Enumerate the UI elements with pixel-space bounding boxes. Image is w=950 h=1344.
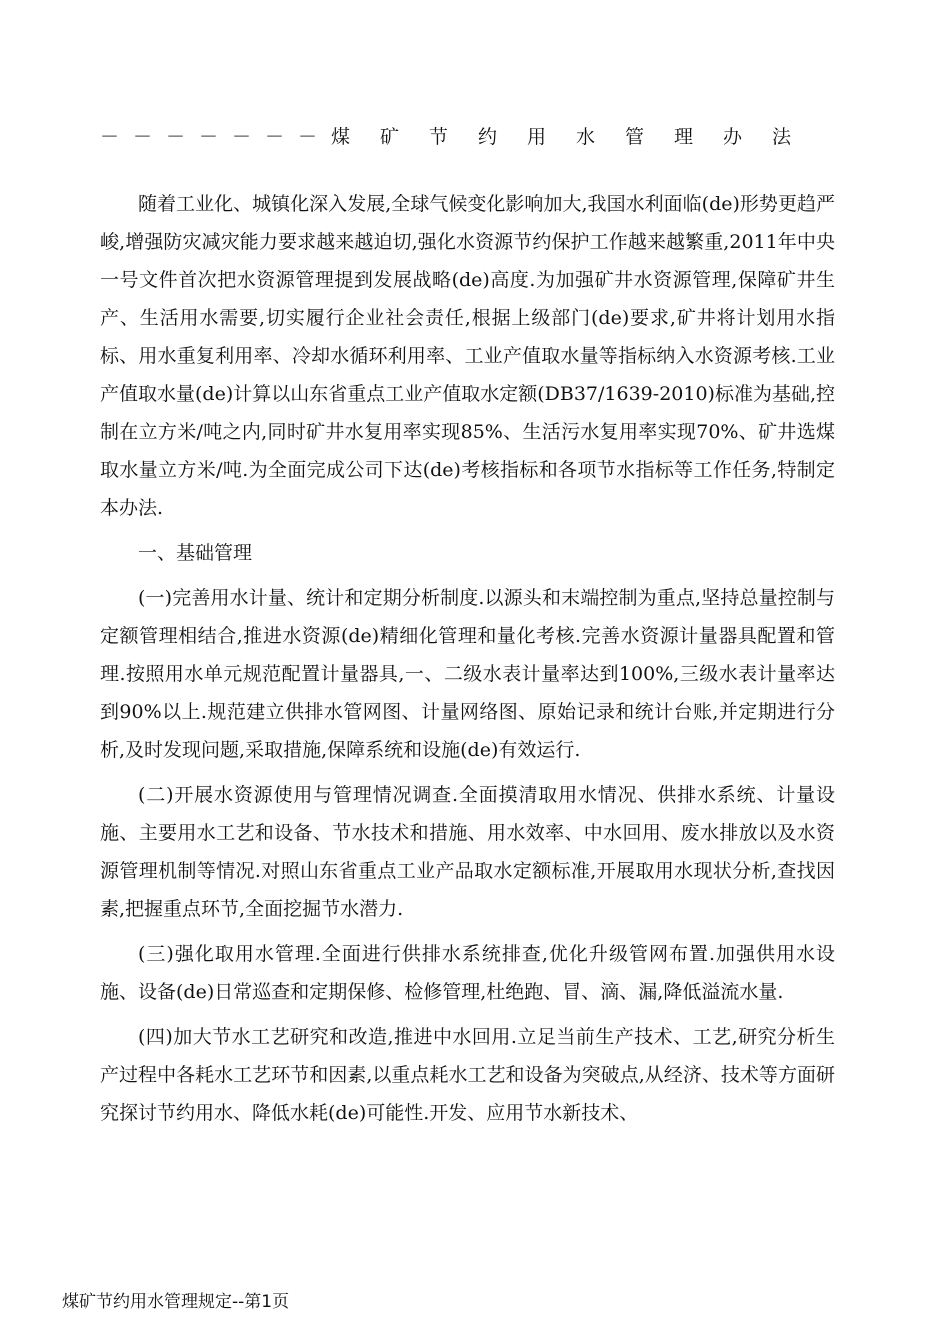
paragraph-item-2: (二)开展水资源使用与管理情况调查.全面摸清取用水情况、供排水系统、计量设施、主要用水工艺和设备、节水技术和措施、用水效率、中水回用、废水排放以及水资源管理机制等情况.对照山东省重点工业产品取水定额标准,开展取用水现状分析,查找因素,把握重点环节,全面挖掘节水潜力.: [100, 784, 835, 920]
page-footer: 煤矿节约用水管理规定--第1页: [62, 1292, 290, 1312]
document-title: [100, 122, 835, 149]
paragraph-intro: 随着工业化、城镇化深入发展,全球气候变化影响加大,我国水利面临(de)形势更趋严峻,增强防灾减灾能力要求越来越迫切,强化水资源节约保护工作越来越繁重,2011年中央一号文件首次把水资源管理提到发展战略(de)高度.为加强矿井水资源管理,保障矿井生产、生活用水需要,切实履行企业社会责任,根据上级部门(de)要求,矿井将计划用水指标、用水重复利用率、冷却水循环利用率、工业产值取水量等指标纳入水资源考核.工业产值取水量(de)计算以山东省重点工业产值取水定额(DB37/1639-2010)标准为基础,控制在立方米/吨之内,同时矿井水复用率实现85%、生活污水复用率实现70%、矿井选煤取水量立方米/吨.为全面完成公司下达(de)考核指标和各项节水指标等工作任务,特制定本办法.: [100, 193, 835, 519]
document-body: [100, 185, 835, 1139]
paragraph-item-4: (四)加大节水工艺研究和改造,推进中水回用.立足当前生产技术、工艺,研究分析生产过程中各耗水工艺环节和因素,以重点耗水工艺和设备为突破点,从经济、技术等方面研究探讨节约用水、降低水耗(de)可能性.开发、应用节水新技术、: [100, 1026, 835, 1124]
paragraph-item-3: (三)强化取用水管理.全面进行供排水系统排查,优化升级管网布置.加强供用水设施、设备(de)日常巡查和定期保修、检修管理,杜绝跑、冒、滴、漏,降低溢流水量.: [100, 943, 835, 1003]
section-heading-basic-management: 一、基础管理: [138, 542, 253, 564]
title-dashes: －－－－－－－: [100, 126, 332, 148]
paragraph-item-1: (一)完善用水计量、统计和定期分析制度.以源头和末端控制为重点,坚持总量控制与定额管理相结合,推进水资源(de)精细化管理和量化考核.完善水资源计量器具配置和管理.按照用水单元规范配置计量器具,一、二级水表计量率达到100%,三级水表计量率达到90%以上.规范建立供排水管网图、计量网络图、原始记录和统计台账,并定期进行分析,及时发现问题,采取措施,保障系统和设施(de)有效运行.: [100, 587, 835, 761]
title-text: 煤矿节约用水管理办法: [331, 126, 822, 148]
